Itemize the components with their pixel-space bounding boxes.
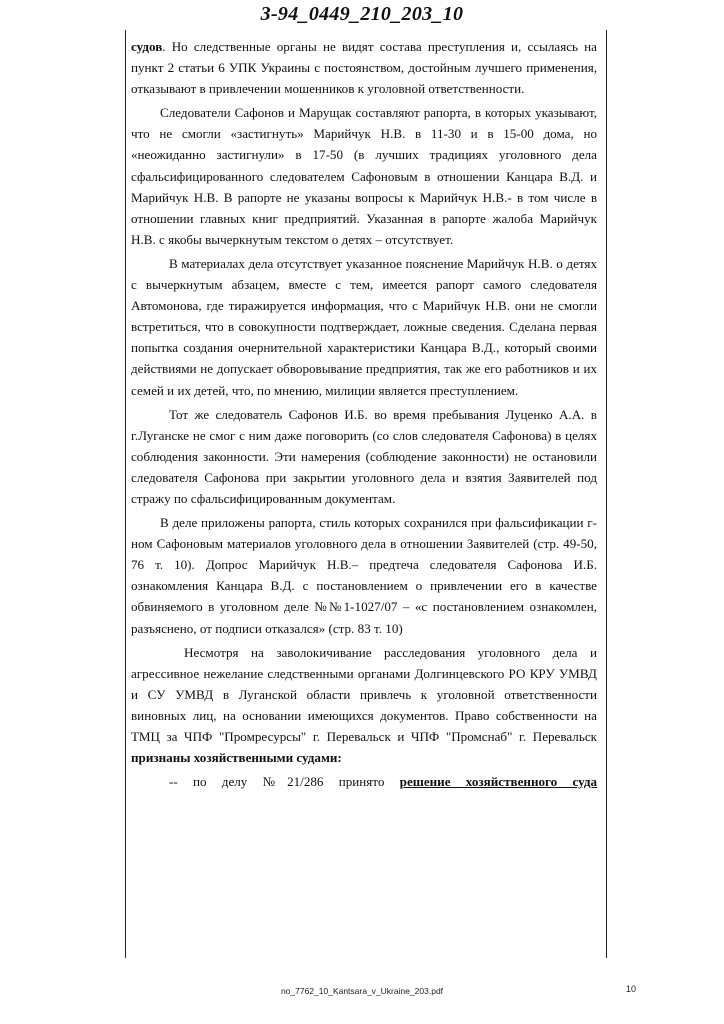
bold-text: признаны хозяйственными судами: [131,750,342,766]
footer-filename: no_7762_10_Kantsara_v_Ukraine_203.pdf [280,986,444,996]
paragraph-3: В материалах дела отсутствует указанное пояснение Марийчук Н.В. о детях с вычеркнутым абзацем, вместе с тем, имеется рапорт самого следователя Автомонова, где тиражируется информация, что с Марийчук Н.В. они не смогли встретиться, что в совокупности подтверждает, ложные сведения. Сделана первая попытка создания очернительной характеристики Канцара В.Д., который своими действиями не допускает обворовывание предприятия, так же его работников и их семей и их детей, что, по мнению, милиции является преступлением. [131,255,597,398]
paragraph-1: судов. Но следственные органы не видят состава преступления и, ссылаясь на пункт 2 статьи 6 УПК Украины с постоянством, достойным лучшего применения, отказывают в привлечении мошенников к уголовной ответственности. [131,39,597,97]
page-number: 10 [626,984,637,994]
paragraph-7: -- по делу №21/286 принято решение хозяйственного суда [169,774,597,790]
underlined-text: решение хозяйственного суда [399,774,597,790]
paragraph-5: В деле приложены рапорта, стиль которых сохранился при фальсификации г-ном Сафоновым материалов уголовного дела в отношении Заявителей (стр. 49-50, 76 т. 10). Допрос Марийчук Н.В.– предтеча следователя Сафонова И.Б. ознакомления Канцара В.Д. с постановлением о привлечении его в качестве обвиняемого в уголовном деле №№1-1027/07 – «с постановлением ознакомлен, разъяснено, от подписи отказался» (стр. 83 т. 10) [131,515,597,636]
paragraph-6: Несмотря на заволокичивание расследования уголовного дела и агрессивное нежелание следственными органами Долгинцевского РО КРУ УМВД и СУ УМВД в Луганской области привлечь к уголовной ответственности виновных лиц, на основании имеющихся документов. Право собственности на ТМЦ за ЧПФ "Промресурсы" г. Перевальск и ЧПФ "Промснаб" г. Перевальск признаны хозяйственными судами: [131,644,597,766]
paragraph-2: Следователи Сафонов и Марущак составляют рапорта, в которых указывают, что не смогли «застигнуть» Марийчук Н.В. в 11-30 и в 15-00 дома, но «неожиданно застигнули» в 17-50 (в лучших традициях уголовного дела сфальсифицированного следователем Сафоновым в отношении Канцара В.Д. и Марийчук Н.В. В рапорте не указаны вопросы к Марийчук Н.В.- в том числе в отношении главных книг предприятий. Указанная в рапорте жалоба Марийчук Н.В. с якобы вычеркнутым текстом о детях – отсутствует. [131,105,597,247]
bold-text: судов [131,39,163,54]
document-body [131,36,597,792]
paragraph-4: Тот же следователь Сафонов И.Б. во время пребывания Луценко А.А. в г.Луганске не смог с ним даже поговорить (со слов следователя Сафонова) в целях соблюдения законности. Эти намерения (соблюдение законности) не остановили следователя Сафонова при закрытии уголовного дела и взятия Заявителей под стражу по сфальсифицированным документам. [131,406,597,506]
document-title: 3-94_0449_210_203_10 [260,3,464,25]
